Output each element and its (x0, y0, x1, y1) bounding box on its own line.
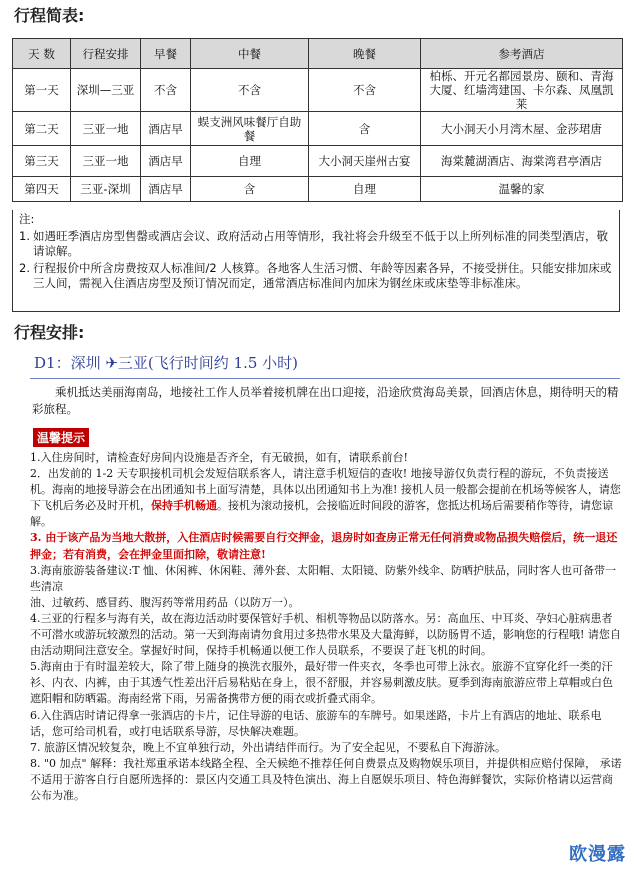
itinerary-table (12, 38, 623, 202)
header-lunch: 中餐 (191, 39, 309, 69)
watermark-logo: 欧漫露 (569, 844, 626, 865)
cell-hotel: 海棠麓湖酒店、海棠湾君亭酒店 (421, 146, 623, 177)
cell-lunch: 蜈支洲风味餐厅自助餐 (191, 112, 309, 146)
table-row (13, 146, 623, 177)
cell-lunch: 不含 (191, 69, 309, 112)
header-breakfast: 早餐 (141, 39, 191, 69)
cell-breakfast: 酒店早 (141, 177, 191, 202)
header-route: 行程安排 (71, 39, 141, 69)
note-item (19, 229, 613, 259)
note-text: 如遇旺季酒店房型售罄或酒店会议、政府活动占用等情形，我社将会升级至不低于以上所列标准的同类型酒店，敬请谅解。 (33, 229, 608, 258)
cell-route: 三亚一地 (71, 146, 141, 177)
cell-hotel: 柏栎、开元名都园景房、颐和、青海大厦、红墙湾建国、卡尔森、凤凰凯莱 (421, 69, 623, 112)
divider (30, 378, 620, 379)
cell-route: 三亚一地 (71, 112, 141, 146)
tip-item: 4.三亚的行程多与海有关，故在海边活动时要保管好手机、相机等物品以防落水。另：高血压、中耳炎、孕妇心脏病患者不可潜水或游玩较激烈的活动。第一天到海南请勿食用过多热带水果及大量海鲜，以防肠胃不适，影响您的行程哦! 请您自由活动期间注意安全。掌握好时间，保持手机畅通以便工作人员联系，不要误了赶飞机的时间。 (30, 611, 621, 658)
tip-text: 2．出发前的 1-2 天专职接机司机会发短信联系客人，请注意手机短信的查收! 地接导游仅负责行程的游玩，不负责接送机。海南的地接导游会在出团通知书上面写清楚，具体以出团通知书上为准! 接机人员一般都会提前在机场等候客人，请您下飞机后务必及时开机， (30, 467, 621, 513)
notes-label: 注: (19, 212, 35, 226)
cell-dinner: 含 (309, 112, 421, 146)
tip-item: 5.海南由于有时温差较大，除了带上随身的换洗衣服外，最好带一件夹衣，冬季也可带上泳衣。旅游不宜穿化纤一类的汗衫、内衣、内裤，由于其透气性差出汗后易粘贴在身上，很不舒服，并容易刺激皮肤。夏季到海南旅游应带上草帽或白色遮阳帽和防晒霜。海南经常下雨，另需备携带方便的雨衣或折叠式雨伞。 (30, 660, 613, 706)
table-notes (12, 210, 620, 312)
note-text: 行程报价中所含房费按双人标准间/2 人核算。各地客人生活习惯、年龄等因素各异，不接受拼住。只能安排加床或三人间，需视入住酒店房型及预订情况而定，通常酒店标准间内加床为钢丝床或床垫等非标准床。 (33, 261, 612, 290)
tips-badge: 温馨提示 (33, 428, 89, 447)
header-day: 天 数 (13, 39, 71, 69)
note-number: 2. (19, 261, 30, 275)
tip-item (30, 466, 622, 530)
cell-dinner: 自理 (309, 177, 421, 202)
cell-day: 第四天 (13, 177, 71, 202)
tips-list (30, 450, 622, 804)
tip-item: 1.入住房间时，请检查好房间内设施是否齐全，有无破损，如有，请联系前台! (30, 451, 408, 464)
cell-route: 深圳—三亚 (71, 69, 141, 112)
schedule-title: 行程安排: (14, 323, 85, 342)
note-number: 1. (19, 229, 30, 243)
cell-day: 第二天 (13, 112, 71, 146)
tip-item: 7. 旅游区情况较复杂，晚上不宜单独行动，外出请结伴而行。为了安全起见，不要私自下海游泳。 (30, 740, 506, 754)
cell-hotel: 大小洞天小月湾木屋、金莎珺唐 (421, 112, 623, 146)
header-dinner: 晚餐 (309, 39, 421, 69)
header-hotel: 参考酒店 (421, 39, 623, 69)
cell-lunch: 含 (191, 177, 309, 202)
cell-day: 第三天 (13, 146, 71, 177)
overview-title: 行程简表: (14, 6, 85, 25)
tip-item: 8. "0 加点" 解释：我社郑重承诺本线路全程、全天候绝不推荐任何自费景点及购物娱乐项目，并提供相应赔付保障， 承诺不适用于游客自行自愿所选择的：景区内交通工具及特色演出、海上自愿娱乐项目、特色海鲜餐饮，实际价格请以运营商公布为准。 (30, 756, 622, 802)
tip-item: 3.海南旅游装备建议:T 恤、休闲裤、休闲鞋、薄外套、太阳帽、太阳镜、防紫外线伞、防晒护肤品，同时客人也可备带一些清凉 (30, 563, 617, 593)
day1-title: D1：深圳 ✈三亚(飞行时间约 1.5 小时) (34, 354, 299, 372)
tip-item: 油、过敏药、感冒药、腹泻药等常用药品（以防万一）。 (30, 595, 300, 609)
cell-dinner: 大小洞天崖州古宴 (309, 146, 421, 177)
cell-route: 三亚-深圳 (71, 177, 141, 202)
cell-lunch: 自理 (191, 146, 309, 177)
cell-breakfast: 酒店早 (141, 112, 191, 146)
day1-intro: 乘机抵达美丽海南岛，地接社工作人员举着接机牌在出口迎接，沿途欣赏海岛美景，回酒店休息，期待明天的精彩旅程。 (32, 385, 619, 416)
tip-item: 6.入住酒店时请记得拿一张酒店的卡片，记住导游的电话、旅游车的车牌号。如果迷路，卡片上有酒店的地址、联系电话，您可给司机看，或打电话联系导游，尽快解决难题。 (30, 708, 602, 738)
tip-text: 。接机为滚动接机，会接临近时间段的游客，您抵达机场后需要稍作等待，请您谅解。 (30, 499, 613, 529)
tip-deposit-warning: 3. 由于该产品为当地大散拼，入住酒店时候需要自行交押金，退房时如查房正常无任何消费或物品损失赔偿后，统一退还押金；若有消费，会在押金里面扣除，敬请注意! (30, 531, 618, 561)
table-row (13, 112, 623, 146)
table-row (13, 177, 623, 202)
table-row (13, 69, 623, 112)
cell-breakfast: 酒店早 (141, 146, 191, 177)
cell-day: 第一天 (13, 69, 71, 112)
table-header-row (13, 39, 623, 69)
cell-hotel: 温馨的家 (421, 177, 623, 202)
tip-highlight: 保持手机畅通 (151, 499, 217, 513)
note-item (19, 261, 613, 291)
cell-dinner: 不含 (309, 69, 421, 112)
cell-breakfast: 不含 (141, 69, 191, 112)
